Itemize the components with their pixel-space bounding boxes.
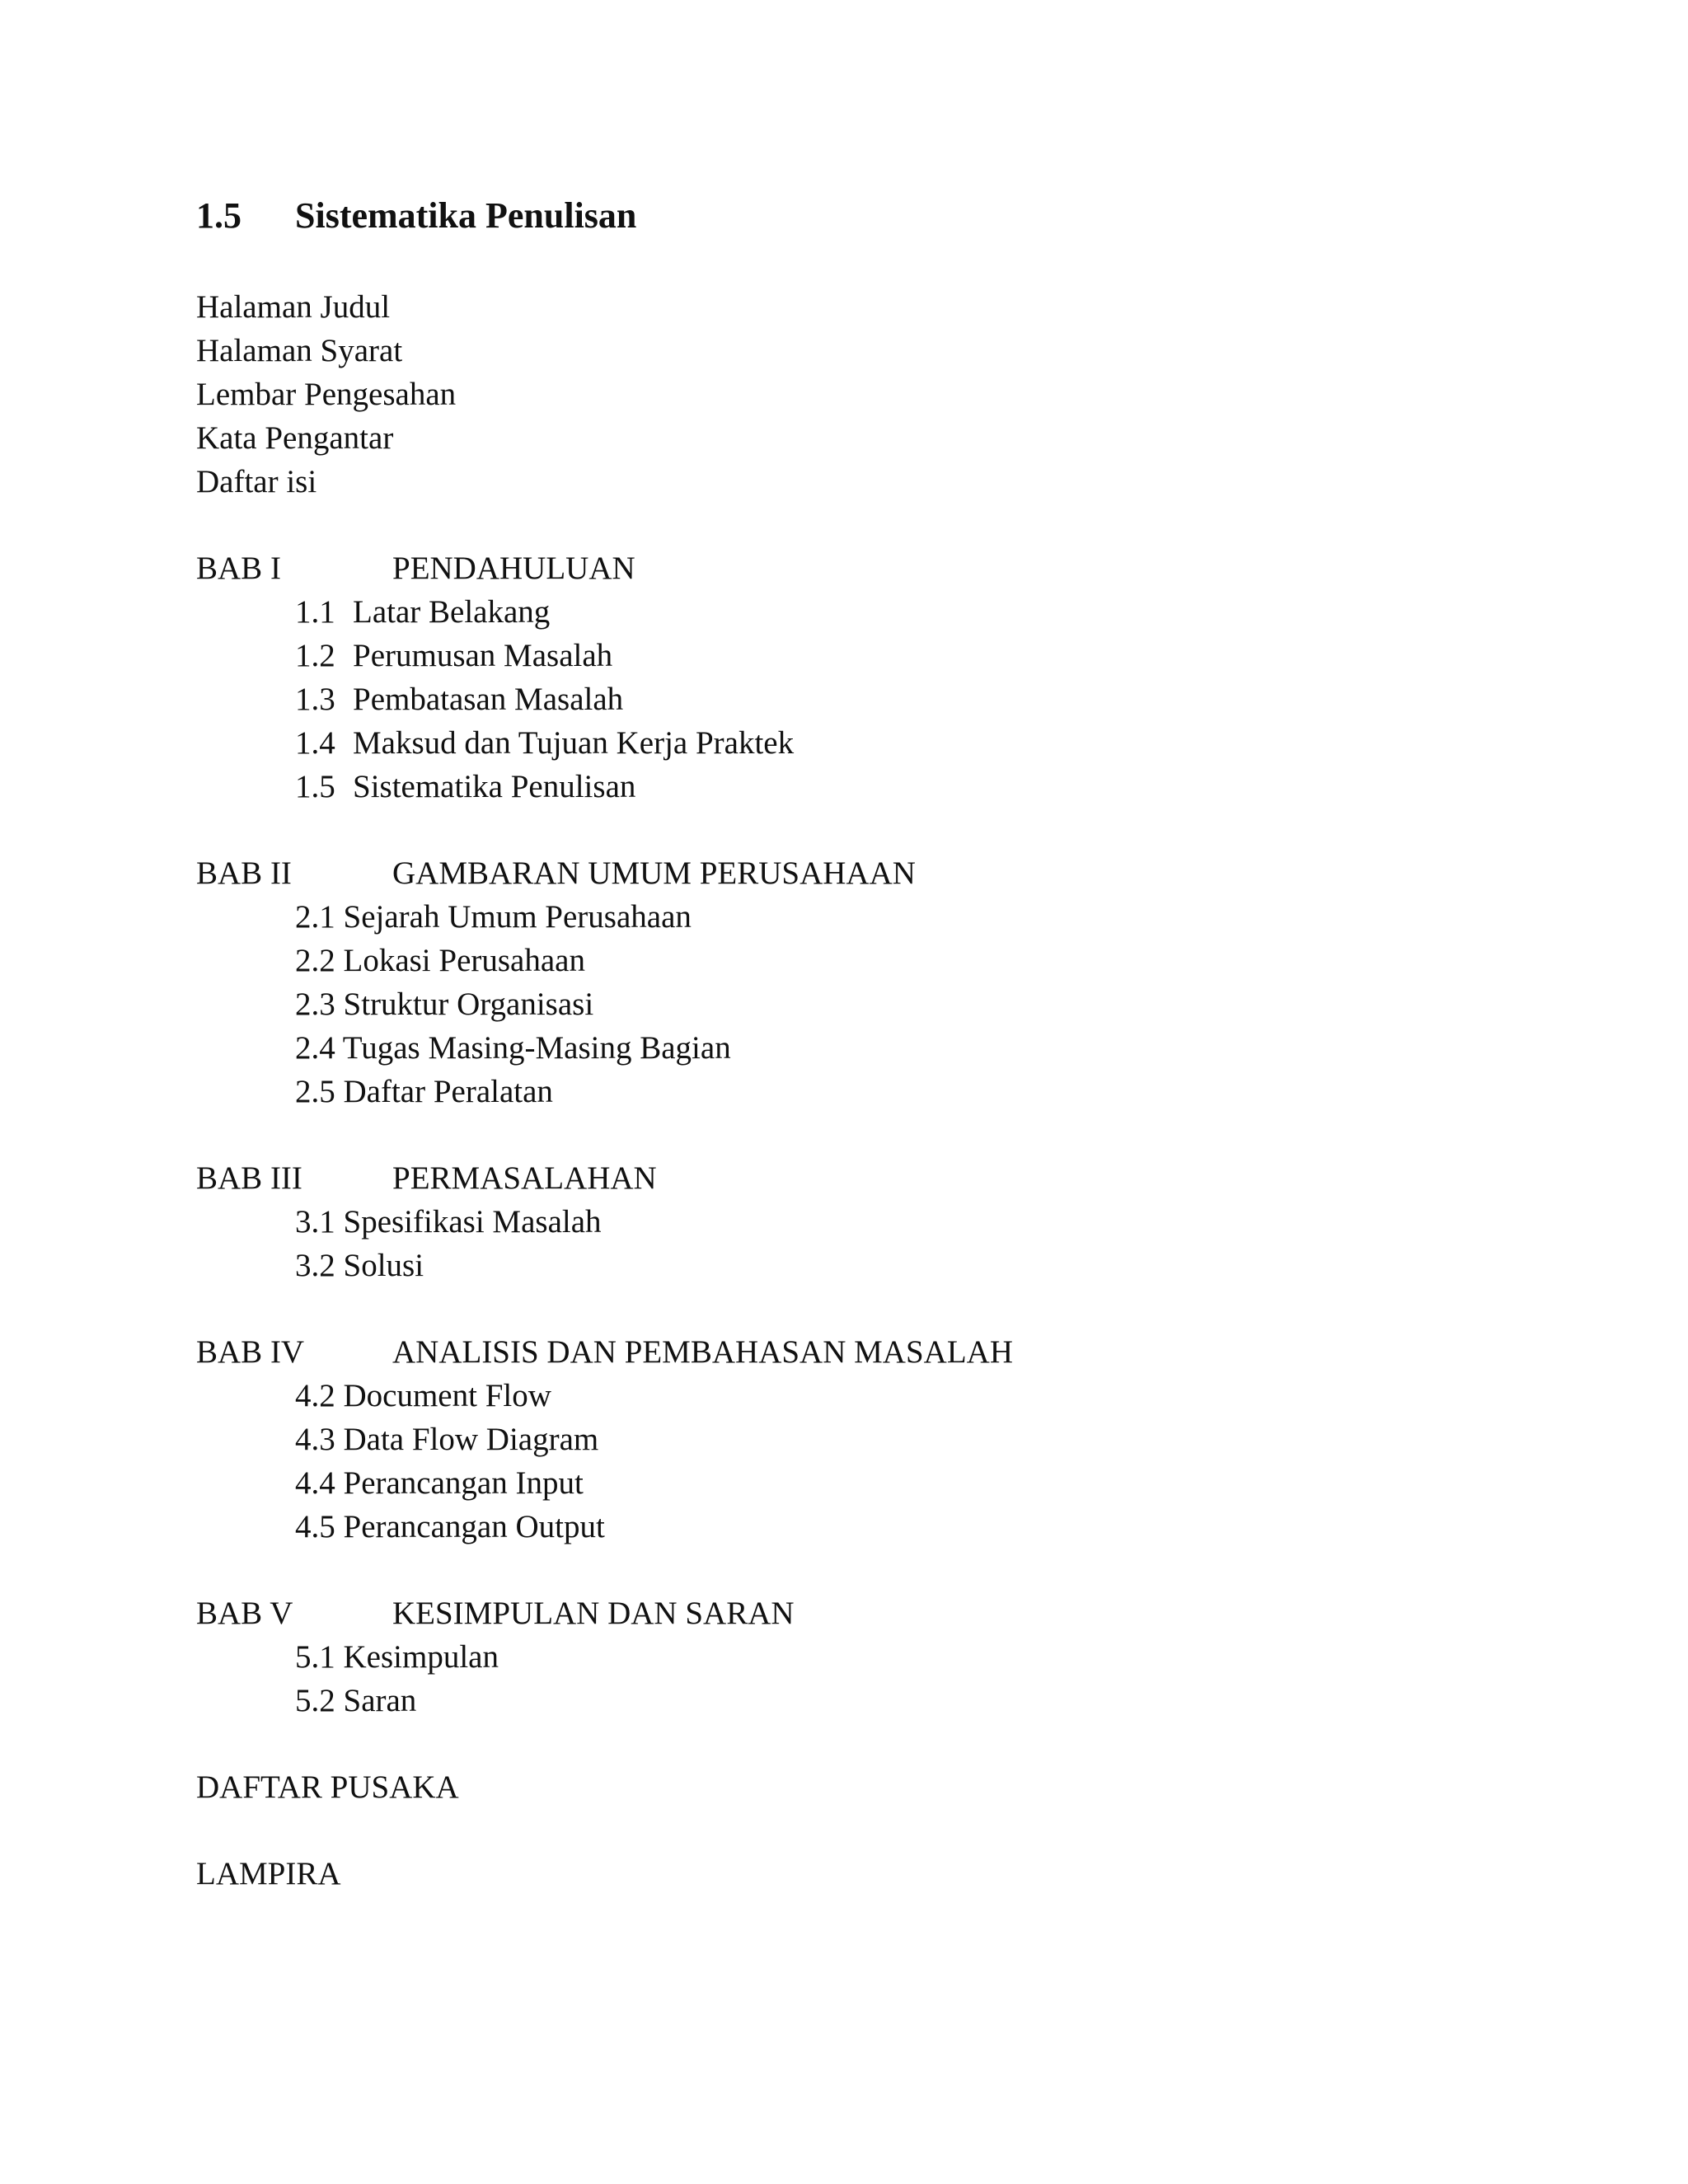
chapter-heading <box>196 1591 1013 1635</box>
subsection-item: 3.1 Spesifikasi Masalah <box>295 1204 602 1240</box>
chapter-5 <box>196 1591 1013 1722</box>
subsection-item <box>196 677 1013 721</box>
subsection-item: 5.2 Saran <box>295 1683 417 1718</box>
chapter-title: KESIMPULAN DAN SARAN <box>392 1596 795 1631</box>
subsection-label: Perumusan Masalah <box>353 638 613 673</box>
front-matter-item: Daftar isi <box>196 464 317 499</box>
chapter-title: GAMBARAN UMUM PERUSAHAAN <box>392 855 916 891</box>
chapter-3 <box>196 1156 1013 1287</box>
subsection-number: 1.5 <box>295 769 335 804</box>
spacer <box>196 808 1013 851</box>
subsection-number: 1.3 <box>295 682 335 717</box>
subsection-item <box>196 721 1013 765</box>
subsection-item <box>196 590 1013 634</box>
outline <box>196 285 1013 1896</box>
chapter-code: BAB I <box>196 551 281 586</box>
spacer <box>196 504 1013 546</box>
subsection-label: Pembatasan Masalah <box>353 682 624 717</box>
chapter-code: BAB II <box>196 855 292 891</box>
subsection-number: 1.2 <box>295 638 335 673</box>
chapter-code: BAB IV <box>196 1334 305 1370</box>
chapter-title: PENDAHULUAN <box>392 551 635 586</box>
chapter-title: PERMASALAHAN <box>392 1160 657 1196</box>
subsection-item <box>196 634 1013 677</box>
front-matter-list <box>196 285 1013 504</box>
spacer <box>196 1287 1013 1330</box>
subsection-item: 4.2 Document Flow <box>295 1378 551 1413</box>
back-matter-appendix: LAMPIRA <box>196 1856 341 1891</box>
chapter-4 <box>196 1330 1013 1549</box>
spacer <box>196 1722 1013 1765</box>
front-matter-item: Halaman Syarat <box>196 333 403 368</box>
subsection-item: 4.3 Data Flow Diagram <box>295 1422 599 1457</box>
subsection-number: 1.1 <box>295 594 335 630</box>
chapter-code: BAB V <box>196 1596 293 1631</box>
chapter-1 <box>196 546 1013 808</box>
back-matter-bibliography: DAFTAR PUSAKA <box>196 1769 459 1805</box>
chapter-heading <box>196 1330 1013 1374</box>
section-title: Sistematika Penulisan <box>295 195 637 236</box>
subsection-number: 1.4 <box>295 725 335 761</box>
subsection-item <box>196 765 1013 808</box>
front-matter-item: Halaman Judul <box>196 289 391 325</box>
section-number: 1.5 <box>196 195 241 236</box>
spacer <box>196 1113 1013 1156</box>
subsection-item: 2.3 Struktur Organisasi <box>295 987 594 1022</box>
chapter-2 <box>196 851 1013 1113</box>
chapter-heading <box>196 851 1013 895</box>
spacer <box>196 1809 1013 1852</box>
chapter-code: BAB III <box>196 1160 302 1196</box>
subsection-item: 2.4 Tugas Masing-Masing Bagian <box>295 1030 731 1066</box>
subsection-item: 4.4 Perancangan Input <box>295 1465 584 1501</box>
front-matter-item: Kata Pengantar <box>196 420 394 456</box>
chapter-heading <box>196 546 1013 590</box>
subsection-label: Maksud dan Tujuan Kerja Praktek <box>353 725 795 761</box>
subsection-item: 2.5 Daftar Peralatan <box>295 1074 553 1109</box>
chapter-title: ANALISIS DAN PEMBAHASAN MASALAH <box>392 1334 1013 1370</box>
subsection-label: Latar Belakang <box>353 594 551 630</box>
subsection-item: 2.1 Sejarah Umum Perusahaan <box>295 899 692 935</box>
front-matter-item: Lembar Pengesahan <box>196 377 457 412</box>
subsection-item: 3.2 Solusi <box>295 1248 424 1283</box>
spacer <box>196 1549 1013 1591</box>
subsection-item: 5.1 Kesimpulan <box>295 1639 499 1675</box>
subsection-item: 4.5 Perancangan Output <box>295 1509 605 1544</box>
subsection-item: 2.2 Lokasi Perusahaan <box>295 943 585 978</box>
subsection-label: Sistematika Penulisan <box>353 769 636 804</box>
chapter-heading <box>196 1156 1013 1200</box>
section-heading <box>196 191 636 241</box>
